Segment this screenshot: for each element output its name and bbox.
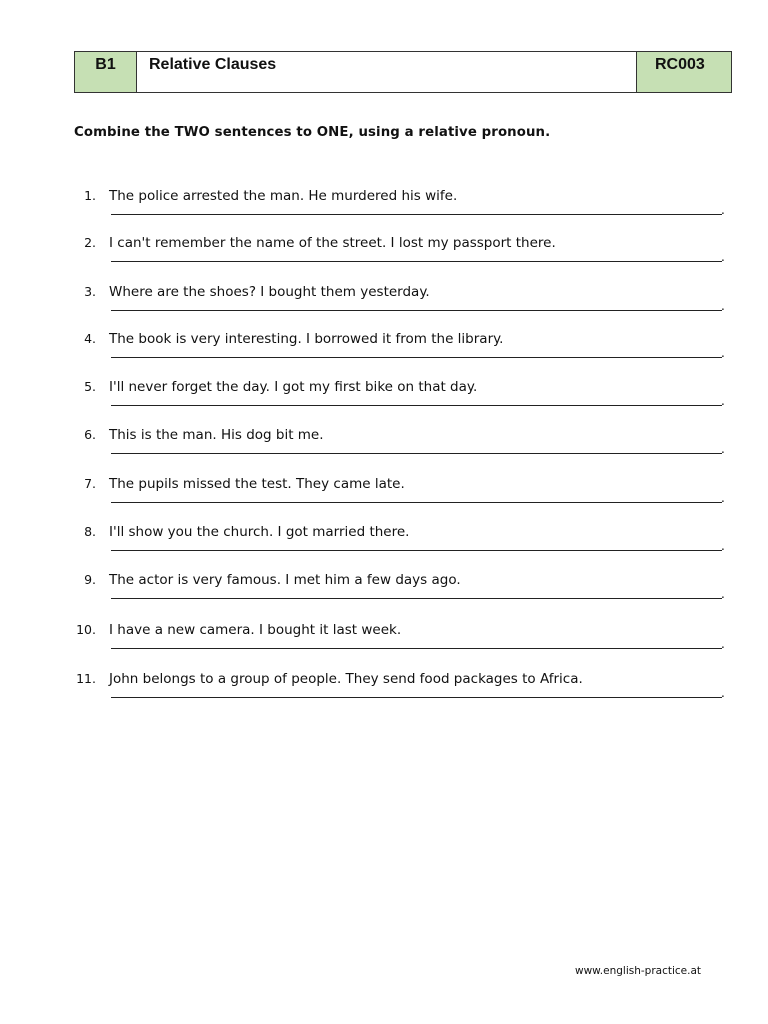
answer-period: . [721, 299, 725, 313]
answer-period: . [721, 250, 725, 264]
answer-period: . [721, 686, 725, 700]
exercise-sentence: I have a new camera. I bought it last week. [109, 622, 402, 638]
answer-period: . [721, 539, 725, 553]
exercise-item [0, 476, 768, 516]
exercise-item [0, 427, 768, 467]
exercise-sentence: I'll never forget the day. I got my first bike on that day. [109, 379, 478, 395]
exercise-item [0, 671, 768, 711]
level-badge: B1 [75, 52, 137, 93]
exercise-sentence: I can't remember the name of the street. I lost my passport there. [109, 235, 556, 251]
exercise-sentence: The book is very interesting. I borrowed it from the library. [109, 331, 504, 347]
exercise-sentence: The actor is very famous. I met him a few days ago. [109, 572, 461, 588]
exercise-sentence: The police arrested the man. He murdered his wife. [109, 188, 458, 204]
exercise-sentence: The pupils missed the test. They came late. [109, 476, 405, 492]
exercise-item [0, 622, 768, 662]
answer-period: . [721, 491, 725, 505]
exercise-item [0, 379, 768, 419]
exercise-number: 1. [84, 188, 96, 203]
footer-url: www.english-practice.at [575, 965, 702, 977]
exercise-item [0, 284, 768, 324]
worksheet-title: Relative Clauses [137, 52, 637, 93]
answer-period: . [721, 442, 725, 456]
answer-line[interactable] [111, 502, 722, 503]
answer-line[interactable] [111, 261, 722, 262]
exercise-number: 3. [84, 284, 96, 299]
worksheet-code: RC003 [637, 52, 732, 93]
answer-line[interactable] [111, 648, 722, 649]
answer-line[interactable] [111, 697, 722, 698]
exercise-sentence: Where are the shoes? I bought them yesterday. [109, 284, 430, 300]
exercise-number: 11. [76, 671, 96, 686]
instruction-text: Combine the TWO sentences to ONE, using a relative pronoun. [74, 125, 551, 140]
exercise-item [0, 235, 768, 275]
exercise-number: 5. [84, 379, 96, 394]
answer-period: . [721, 346, 725, 360]
answer-line[interactable] [111, 357, 722, 358]
answer-line[interactable] [111, 550, 722, 551]
answer-line[interactable] [111, 598, 722, 599]
answer-period: . [721, 203, 725, 217]
exercise-number: 7. [84, 476, 96, 491]
exercise-sentence: John belongs to a group of people. They send food packages to Africa. [109, 671, 583, 687]
exercise-number: 10. [76, 622, 96, 637]
exercise-number: 8. [84, 524, 96, 539]
exercise-number: 4. [84, 331, 96, 346]
answer-period: . [721, 587, 725, 601]
answer-period: . [721, 637, 725, 651]
exercise-sentence: I'll show you the church. I got married there. [109, 524, 410, 540]
exercise-sentence: This is the man. His dog bit me. [109, 427, 324, 443]
answer-line[interactable] [111, 405, 722, 406]
exercise-number: 2. [84, 235, 96, 250]
answer-line[interactable] [111, 310, 722, 311]
answer-period: . [721, 394, 725, 408]
answer-line[interactable] [111, 214, 722, 215]
exercise-item [0, 331, 768, 371]
answer-line[interactable] [111, 453, 722, 454]
exercise-item [0, 188, 768, 228]
exercise-number: 6. [84, 427, 96, 442]
exercise-item [0, 572, 768, 612]
exercise-number: 9. [84, 572, 96, 587]
exercise-item [0, 524, 768, 564]
